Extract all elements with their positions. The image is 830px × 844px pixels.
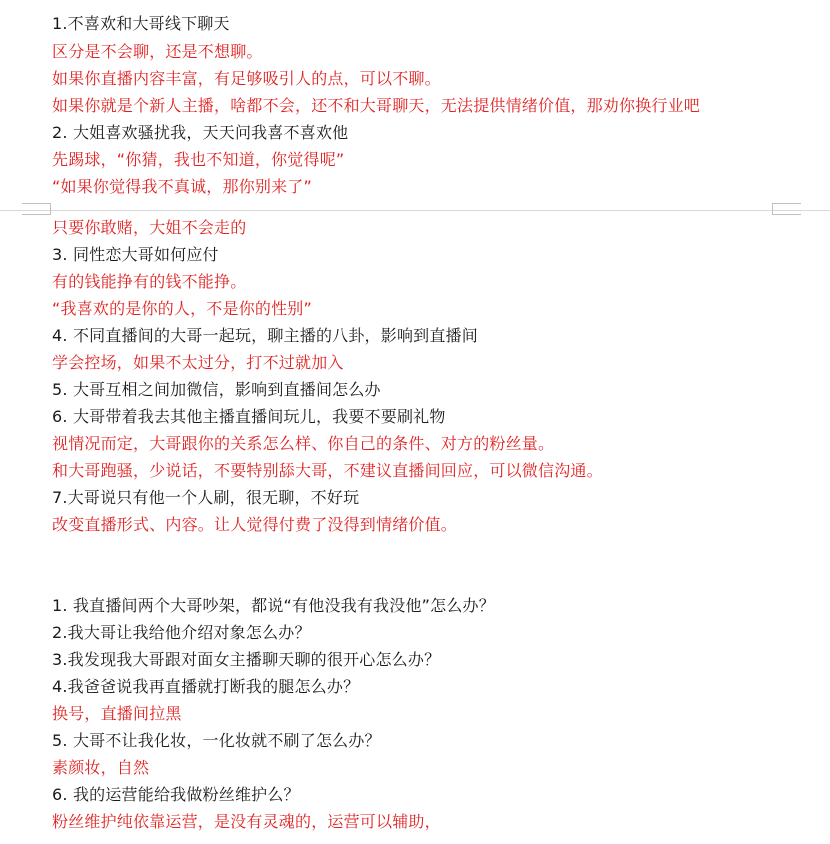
- question-7: 7.大哥说只有他一个人刷，很无聊，不好玩: [52, 488, 360, 507]
- answer-line: 先踢球，“你猜，我也不知道，你觉得呢”: [52, 150, 345, 169]
- question-2: 2.我大哥让我给他介绍对象怎么办？: [52, 623, 311, 642]
- answer-line: 区分是不会聊，还是不想聊。: [52, 42, 263, 61]
- answer-line: 视情况而定，大哥跟你的关系怎么样、你自己的条件、对方的粉丝量。: [52, 434, 555, 453]
- answer-line: 和大哥跑骚，少说话，不要特别舔大哥，不建议直播间回应，可以微信沟通。: [52, 461, 603, 480]
- answer-line: 有的钱能挣有的钱不能挣。: [52, 272, 247, 291]
- answer-line: 粉丝维护纯依靠运营，是没有灵魂的，运营可以辅助，: [52, 812, 441, 831]
- answer-line: 如果你就是个新人主播，啥都不会，还不和大哥聊天，无法提供情绪价值，那劝你换行业吧: [52, 96, 701, 115]
- question-4: 4. 不同直播间的大哥一起玩，聊主播的八卦，影响到直播间: [52, 326, 478, 345]
- question-1: 1. 我直播间两个大哥吵架，都说“有他没我有我没他”怎么办？: [52, 596, 495, 615]
- question-2: 2. 大姐喜欢骚扰我，天天问我喜不喜欢他: [52, 123, 349, 142]
- question-4: 4.我爸爸说我再直播就打断我的腿怎么办？: [52, 677, 360, 696]
- answer-line: 学会控场，如果不太过分，打不过就加入: [52, 353, 344, 372]
- question-3: 3. 同性恋大哥如何应付: [52, 245, 219, 264]
- answer-line: 素颜妆，自然: [52, 758, 150, 777]
- question-5: 5. 大哥不让我化妆，一化妆就不刷了怎么办？: [52, 731, 381, 750]
- question-6: 6. 我的运营能给我做粉丝维护么？: [52, 785, 300, 804]
- page-break-line: [0, 210, 830, 211]
- question-1: 1.不喜欢和大哥线下聊天: [52, 14, 230, 33]
- answer-line: “我喜欢的是你的人，不是你的性别”: [52, 299, 312, 318]
- question-6: 6. 大哥带着我去其他主播直播间玩儿，我要不要刷礼物: [52, 407, 446, 426]
- question-3: 3.我发现我大哥跟对面女主播聊天聊的很开心怎么办？: [52, 650, 441, 669]
- answer-line: “如果你觉得我不真诚，那你别来了”: [52, 177, 312, 196]
- page-corner-mark-left: [22, 203, 51, 215]
- question-5: 5. 大哥互相之间加微信，影响到直播间怎么办: [52, 380, 381, 399]
- page-break: [0, 207, 830, 217]
- answer-line: 换号，直播间拉黑: [52, 704, 182, 723]
- page-corner-mark-right: [772, 203, 801, 215]
- answer-line: 如果你直播内容丰富，有足够吸引人的点，可以不聊。: [52, 69, 441, 88]
- answer-line: 只要你敢赌，大姐不会走的: [52, 218, 247, 237]
- answer-line: 改变直播形式、内容。让人觉得付费了没得到情绪价值。: [52, 515, 458, 534]
